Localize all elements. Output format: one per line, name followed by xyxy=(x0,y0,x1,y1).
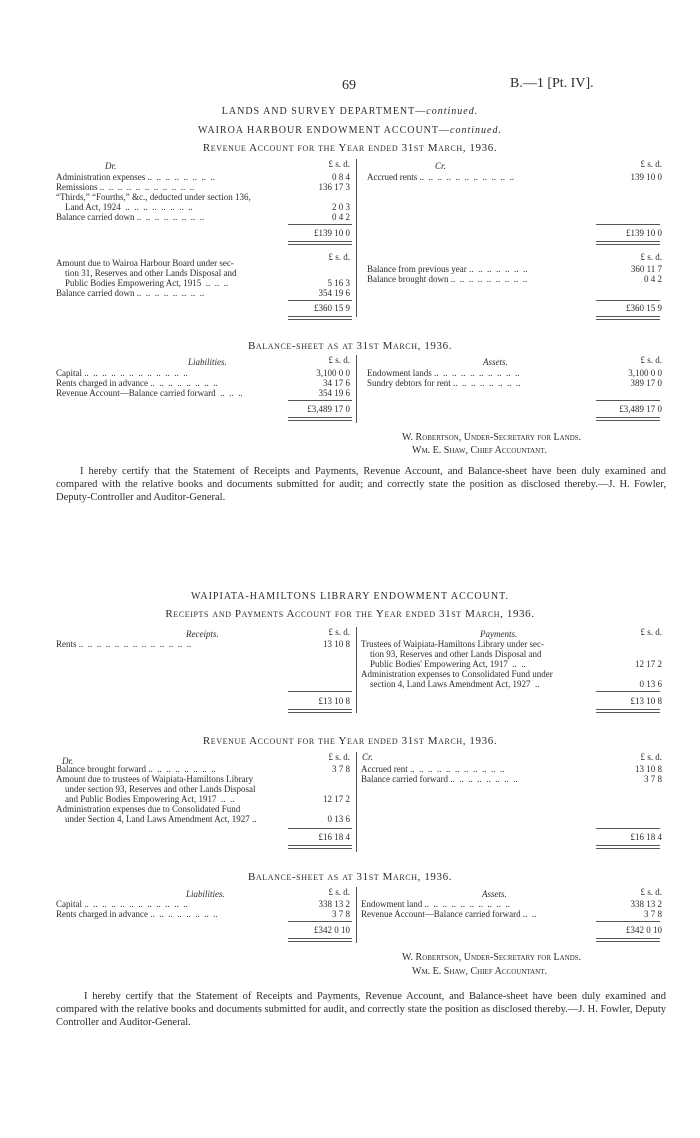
total-rule xyxy=(596,691,660,692)
waipiata-balance-title: Balance-sheet as at 31st March, 1936. xyxy=(247,871,453,883)
row-label: Remissions .. .. .. .. .. .. .. .. .. .. .. xyxy=(56,182,195,192)
column-divider xyxy=(356,355,357,423)
total-double-rule xyxy=(596,316,660,320)
row-label: tion 93, Reserves and other Lands Disposal and xyxy=(361,649,542,659)
liabilities-label: Liabilities. xyxy=(188,357,227,367)
row-label: Administration expenses due to Consolidated Fund xyxy=(56,804,241,814)
column-divider xyxy=(356,159,357,317)
row-amount: 12 17 2 xyxy=(323,794,350,804)
total-left: £3,489 17 0 xyxy=(307,404,350,414)
row-amount: 354 19 6 xyxy=(318,388,350,398)
waipiata-account-title: WAIPIATA-HAMILTONS LIBRARY ENDOWMENT ACCOUNT. xyxy=(191,591,509,602)
units-right: £ s. d. xyxy=(640,887,662,897)
total-rule xyxy=(596,400,660,401)
row-label: Public Bodies' Empowering Act, 1917 .. .. xyxy=(361,659,526,669)
row-label: Rents charged in advance .. .. .. .. .. .. .. .. xyxy=(56,909,218,919)
dr-label: Dr. xyxy=(105,161,117,171)
row-label: Balance from previous year .. .. .. .. .. .. .. xyxy=(367,264,528,274)
row-amount: 3 7 8 xyxy=(644,909,662,919)
receipts-label: Receipts. xyxy=(186,629,219,639)
total-double-rule xyxy=(596,241,660,245)
total-left: £360 15 9 xyxy=(314,303,350,313)
row-amount: 0 13 6 xyxy=(327,814,350,824)
row-amount: 0 13 6 xyxy=(639,679,662,689)
row-label: Land Act, 1924 .. .. .. .. .. .. .. .. xyxy=(56,202,193,212)
units-right: £ s. d. xyxy=(640,355,662,365)
total-left: £13 10 8 xyxy=(318,696,350,706)
row-label: section 4, Land Laws Amendment Act, 1927 .. xyxy=(361,679,540,689)
total-double-rule xyxy=(288,316,352,320)
total-left: £342 0 10 xyxy=(314,925,350,935)
row-amount: 13 10 8 xyxy=(323,639,350,649)
units-right: £ s. d. xyxy=(640,752,662,762)
row-label: Accrued rents .. .. .. .. .. .. .. .. .. .. .. xyxy=(367,172,514,182)
cr-label: Cr. xyxy=(435,161,446,171)
total-double-rule xyxy=(596,417,660,421)
signature-chief-accountant: Wm. E. Shaw, Chief Accountant. xyxy=(412,966,547,977)
units-right: £ s. d. xyxy=(640,159,662,169)
row-amount: 3,100 0 0 xyxy=(628,368,662,378)
units-left: £ s. d. xyxy=(328,627,350,637)
row-amount: 360 11 7 xyxy=(630,264,662,274)
account-heading-continued: continued. xyxy=(450,125,502,136)
total-double-rule xyxy=(288,241,352,245)
assets-label: Assets. xyxy=(482,889,507,899)
row-label: Endowment land .. .. .. .. .. .. .. .. .. .. xyxy=(361,899,510,909)
account-heading xyxy=(0,125,700,136)
wairoa-balance-title: Balance-sheet as at 31st March, 1936. xyxy=(247,340,453,352)
waipiata-receipts-title: Receipts and Payments Account for the Year ended 31st March, 1936. xyxy=(165,608,535,620)
total-right: £13 10 8 xyxy=(630,696,662,706)
audit-certificate: I hereby certify that the Statement of Receipts and Payments, Revenue Account, and Balance-sheet have been duly examined and compared with the relative books and documents submitted for audit; and correctly state the position as disclosed thereby.—J. H. Fowler, Deputy-Controller and Auditor-General. xyxy=(56,466,666,503)
row-label: Rents charged in advance .. .. .. .. .. .. .. .. xyxy=(56,378,218,388)
row-label: Balance brought down .. .. .. .. .. .. .. .. .. xyxy=(367,274,528,284)
total-double-rule xyxy=(596,709,660,713)
total-right: £16 18 4 xyxy=(630,832,662,842)
total-rule xyxy=(288,921,352,922)
total-right: £360 15 9 xyxy=(626,303,662,313)
row-label: tion 31, Reserves and other Lands Disposal and xyxy=(56,268,237,278)
row-amount: 338 13 2 xyxy=(630,899,662,909)
column-divider xyxy=(356,627,357,713)
signature-chief-accountant: Wm. E. Shaw, Chief Accountant. xyxy=(412,445,547,456)
total-rule xyxy=(596,921,660,922)
row-amount: 0 4 2 xyxy=(332,212,350,222)
total-double-rule xyxy=(596,845,660,849)
row-amount: 0 8 4 xyxy=(332,172,350,182)
total-rule xyxy=(288,691,352,692)
total-right: £342 0 10 xyxy=(626,925,662,935)
row-amount: 5 16 3 xyxy=(327,278,350,288)
row-label: Amount due to trustees of Waipiata-Hamiltons Library xyxy=(56,774,254,784)
column-divider xyxy=(356,752,357,852)
cr-label: Cr. xyxy=(362,752,373,762)
liabilities-label: Liabilities. xyxy=(186,889,225,899)
audit-certificate: I hereby certify that the Statement of Receipts and Payments, Revenue Account, and Balance-sheet have been duly examined and compared with the relative books and documents submitted for audit, and correctly state the position as disclosed thereby.—J. H. Fowler, Deputy Controller and Auditor-General. xyxy=(56,991,666,1028)
total-double-rule xyxy=(288,709,352,713)
row-label: and Public Bodies Empowering Act, 1917 .. .. xyxy=(56,794,235,804)
total-rule xyxy=(596,300,660,301)
row-amount: 3 7 8 xyxy=(332,764,350,774)
total-rule xyxy=(596,828,660,829)
units-left: £ s. d. xyxy=(328,355,350,365)
document-reference: B.—1 [Pt. IV]. xyxy=(510,76,594,91)
total-right: £3,489 17 0 xyxy=(619,404,662,414)
units-right: £ s. d. xyxy=(640,252,662,262)
row-amount: 3,100 0 0 xyxy=(316,368,350,378)
row-label: Administration expenses .. .. .. .. .. .. .. .. xyxy=(56,172,215,182)
row-label: Rents .. .. .. .. .. .. .. .. .. .. .. .. .. xyxy=(56,639,192,649)
row-amount: 136 17 3 xyxy=(318,182,350,192)
signature-under-secretary: W. Robertson, Under-Secretary for Lands. xyxy=(402,952,582,963)
row-label: Amount due to Wairoa Harbour Board under sec- xyxy=(56,258,234,268)
row-label: Balance carried down .. .. .. .. .. .. .. .. xyxy=(56,288,205,298)
account-heading-text: WAIROA HARBOUR ENDOWMENT ACCOUNT— xyxy=(198,125,451,136)
units-left: £ s. d. xyxy=(328,887,350,897)
total-rule xyxy=(288,828,352,829)
row-amount: 338 13 2 xyxy=(318,899,350,909)
total-double-rule xyxy=(288,938,352,942)
units-left: £ s. d. xyxy=(328,252,350,262)
page-number: 69 xyxy=(342,78,356,93)
row-label: under section 93, Reserves and other Lands Disposal xyxy=(56,784,256,794)
row-label: Administration expenses to Consolidated Fund under xyxy=(361,669,553,679)
row-label: Sundry debtors for rent .. .. .. .. .. .. .. .. xyxy=(367,378,521,388)
row-label: “Thirds,” “Fourths,” &c., deducted under section 136, xyxy=(56,192,251,202)
waipiata-revenue-title: Revenue Account for the Year ended 31st March, 1936. xyxy=(202,735,498,747)
units-right: £ s. d. xyxy=(640,627,662,637)
row-label: Endowment lands .. .. .. .. .. .. .. .. .. .. xyxy=(367,368,520,378)
department-heading xyxy=(0,106,700,117)
total-double-rule xyxy=(288,845,352,849)
payments-label: Payments. xyxy=(480,629,518,639)
column-divider xyxy=(356,887,357,943)
signature-under-secretary: W. Robertson, Under-Secretary for Lands. xyxy=(402,432,582,443)
row-amount: 139 10 0 xyxy=(630,172,662,182)
department-heading-text: LANDS AND SURVEY DEPARTMENT— xyxy=(221,106,427,117)
row-label: Capital .. .. .. .. .. .. .. .. .. .. .. .. xyxy=(56,368,188,378)
row-label: Accrued rent .. .. .. .. .. .. .. .. .. .. .. xyxy=(361,764,505,774)
row-label: Balance carried forward .. .. .. .. .. .. .. .. xyxy=(361,774,518,784)
dr-label: Dr. xyxy=(62,756,74,766)
row-amount: 0 4 2 xyxy=(644,274,662,284)
row-label: Trustees of Waipiata-Hamiltons Library under sec- xyxy=(361,639,544,649)
total-rule xyxy=(288,300,352,301)
row-amount: 2 0 3 xyxy=(332,202,350,212)
row-label: Balance brought forward .. .. .. .. .. .. .. .. xyxy=(56,764,216,774)
total-right: £139 10 0 xyxy=(626,228,662,238)
row-label: Revenue Account—Balance carried forward .. .. xyxy=(361,909,537,919)
row-label: Public Bodies Empowering Act, 1915 .. .. .. xyxy=(56,278,229,288)
assets-label: Assets. xyxy=(483,357,508,367)
row-label: under Section 4, Land Laws Amendment Act, 1927 .. xyxy=(56,814,257,824)
row-label: Balance carried down .. .. .. .. .. .. .. .. xyxy=(56,212,205,222)
total-rule xyxy=(288,400,352,401)
row-amount: 3 7 8 xyxy=(332,909,350,919)
units-left: £ s. d. xyxy=(328,159,350,169)
department-heading-continued: continued. xyxy=(426,106,479,117)
total-left: £16 18 4 xyxy=(318,832,350,842)
total-rule xyxy=(596,224,660,225)
units-left: £ s. d. xyxy=(328,752,350,762)
row-label: Capital .. .. .. .. .. .. .. .. .. .. .. .. xyxy=(56,899,188,909)
total-double-rule xyxy=(288,417,352,421)
row-amount: 34 17 6 xyxy=(323,378,350,388)
total-double-rule xyxy=(596,938,660,942)
row-label: Revenue Account—Balance carried forward .. .. .. xyxy=(56,388,243,398)
row-amount: 389 17 0 xyxy=(630,378,662,388)
total-rule xyxy=(288,224,352,225)
total-left: £139 10 0 xyxy=(314,228,350,238)
wairoa-revenue-title: Revenue Account for the Year ended 31st March, 1936. xyxy=(202,142,498,154)
row-amount: 12 17 2 xyxy=(635,659,662,669)
row-amount: 13 10 8 xyxy=(635,764,662,774)
row-amount: 3 7 8 xyxy=(644,774,662,784)
row-amount: 354 19 6 xyxy=(318,288,350,298)
